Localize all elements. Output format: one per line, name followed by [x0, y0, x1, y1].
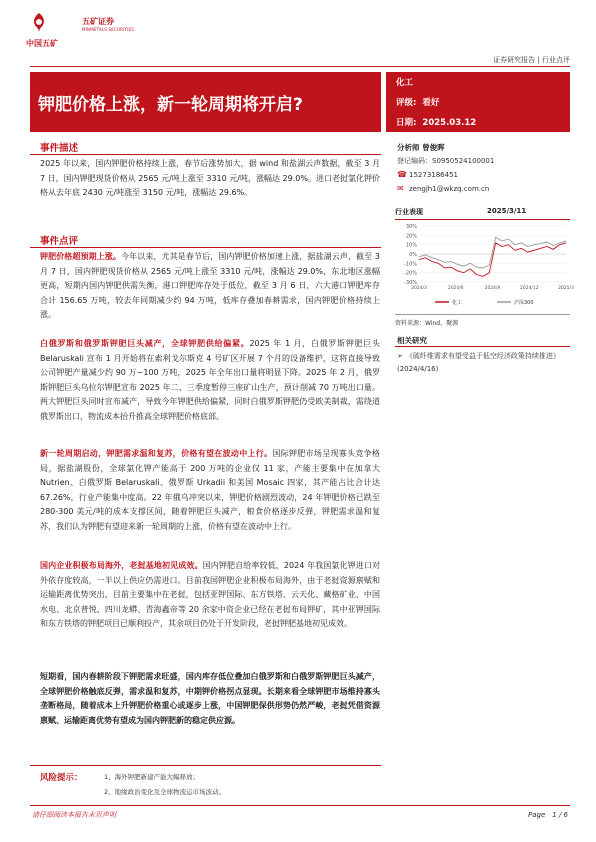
title-banner [30, 72, 381, 132]
analyst-phone: 15273186451 [409, 171, 458, 179]
y-tick-label: -20% [404, 270, 417, 277]
date-value: 2025.03.12 [422, 118, 477, 128]
risk-divider [30, 765, 381, 766]
rating-box [386, 72, 570, 132]
analyst-reg: 登记编码：S0950524100001 [397, 157, 495, 165]
rating-row [396, 96, 439, 108]
date-label: 日期: [396, 118, 417, 128]
y-tick-label: -30% [404, 280, 417, 286]
section-event-desc: 事件描述 [40, 143, 79, 154]
comment-body-2: 2025 年 1 月，白俄罗斯钾肥巨头 Belaruskali 宣布 1 月开始将在索利戈尔斯克 4 号矿区开展 7 个月的设备维护，这将直接导致公司钾肥产量减少约 90 万~100 万吨，2025 年全年出口量将明显下降。2025 年 2 月，俄罗斯钾肥巨头乌拉尔钾肥宣布 2025 年二、三季度暂停三座矿山生产，预计削减 70 万吨出口量。两大钾肥巨头同时宣布减产，导致今年钾肥供给偏紧，同时白俄罗斯钾肥仍受欧美制裁，需绕道俄罗斯出口，物流成本抬升推高全球钾肥价格底部。 [40, 339, 381, 421]
x-tick-label: 2024/12 [519, 286, 539, 291]
comment-body-3: 国际钾肥市场呈现寡头竞争格局，据盐湖股份，全球氯化钾产能高于 200 万吨的企业仅 11 家，产能主要集中在加拿大 Nutrien、白俄罗斯 Belaruskali、俄罗斯 Urkadii 和美国 Mosaic 四家，其产能占比合计达 67.26%，行业产能集中度高。22 年俄乌冲突以来，钾肥价格剧烈波动，24 年钾肥价格已跌至 280-300 美元/吨的成本支撑区间，随着钾肥巨头减产，粮食价格逐步反弹，钾肥需求温和复苏，我们认为钾肥有望迎来新一轮周期的上涨，价格有望在波动中上行。 [40, 449, 381, 531]
x-tick-label: 2024/3 [411, 286, 427, 291]
industry-performance-chart [395, 222, 574, 314]
chart-header [395, 207, 570, 219]
rating-value: 看好 [422, 98, 440, 108]
comment-paragraph-4 [40, 559, 380, 632]
related-item-text: 《硫纤维需求有望受益于低空经济政策持续推进》 (2024/4/16) [397, 352, 560, 373]
page-number: Page 1 / 6 [528, 811, 568, 819]
securities-logo-en: MINMETALS SECURITIES [82, 27, 134, 32]
comment-body-4: 国内钾肥自给率较低，2024 年我国氯化钾进口对外依存度较高，一半以上供应仍需进口。目前我国钾肥企业积极布局海外，由于老挝资源禀赋和运输距离优势突出，目前主要集中在老挝，包括亚钾国际、东方铁塔、云天化、藏格矿业、中国水电、北京普悦、四川龙蟒、青海鑫帝等 20 余家中资企业已经在老挝布局钾矿，其中亚钾国际和东方铁塔的钾肥项目已顺利投产，其余项目仍处于开发阶段，老挝钾肥基地初见成效。 [40, 561, 381, 629]
comment-lead-2: 白俄罗斯和俄罗斯钾肥巨头减产，全球钾肥供给偏紧。 [40, 339, 250, 348]
analyst-name: 分析师 曾俊晖 [397, 143, 445, 152]
header-divider [30, 66, 570, 67]
related-divider [395, 346, 570, 347]
y-tick-label: 0% [409, 252, 417, 258]
analyst-email[interactable]: zengjh1@wkzq.com.cn [409, 185, 490, 193]
related-heading: 相关研究 [397, 336, 427, 345]
bullet-arrow-icon: ➢ [397, 352, 403, 360]
analyst-email-row [397, 184, 489, 193]
footer-disclaimer: 请仔细阅读本报告末页声明 [32, 811, 116, 819]
legend-label-1: 沪深300 [514, 300, 534, 306]
comment-body-1: 今年以来，尤其是春节后，国内钾肥价格加速上涨，据盐湖云声，截至 3 月 7 日，国内钾肥现货价格从 2565 元/吨上涨至 3310 元/吨，涨幅达 29.0%，东北地区涨幅更高，短期内国内钾肥供需失衡，港口钾肥库存处于低位，截至 3 月 6 日，六大港口钾肥库存合计 156.65 万吨，较去年同期减少约 94 万吨，低库存叠加春耕需求，国内钾肥价格持续上涨。 [40, 252, 380, 320]
risk-heading: 风险提示： [40, 773, 83, 783]
risk-item-1: 1、海外钾肥新建产能大幅释放； [104, 773, 200, 781]
comment-paragraph-1 [40, 250, 380, 323]
logo-text: 中国五矿 [26, 39, 58, 48]
rating-label: 评级: [396, 98, 417, 108]
related-item[interactable] [397, 350, 569, 376]
comment-lead-3: 新一轮周期启动，钾肥需求温和复苏，价格有望在波动中上行。 [40, 449, 273, 458]
minmetals-logo-icon [30, 12, 48, 34]
y-tick-label: -10% [404, 261, 417, 268]
chart-title: 行业表现 [395, 208, 423, 216]
phone-icon: ☎ [397, 170, 407, 179]
chart-svg [395, 222, 574, 314]
footer-divider [30, 805, 570, 806]
sector-label: 化工 [396, 78, 414, 88]
analyst-phone-row [397, 170, 458, 179]
comment-lead-4: 国内企业积极布局海外，老挝基地初见成效。 [40, 561, 203, 570]
chart-source: 资料来源：Wind，聚源 [395, 320, 459, 327]
chart-divider [395, 219, 570, 220]
section-divider [30, 247, 381, 248]
legend-label-0: 化工 [452, 300, 463, 306]
chart-bottom-divider [395, 314, 570, 315]
securities-logo-cn: 五矿证券 [82, 17, 114, 26]
report-type-tag: 证券研究报告 | 行业点评 [493, 56, 570, 64]
summary-paragraph: 短期看，国内春耕阶段下钾肥需求旺盛，国内库存低位叠加白俄罗斯和白俄罗斯钾肥巨头减产，全球钾肥价格触底反弹，需求温和复苏，中期钾价格拐点显现。长期来看全球钾肥市场维持寡头垄断格局，随着成本上升钾肥价格重心或逐步上涨，中国钾肥保供形势仍然严峻，老挝凭借资源禀赋、运输距离优势有望成为国内钾肥新的稳定供应源。 [40, 672, 380, 725]
report-title: 钾肥价格上涨，新一轮周期将开启? [38, 95, 303, 115]
x-tick-label: 2024/9 [484, 286, 501, 291]
section-divider [30, 154, 381, 155]
y-tick-label: 10% [405, 242, 417, 249]
comment-paragraph-3 [40, 447, 380, 535]
email-icon: ✉ [397, 184, 404, 193]
securities-logo [82, 16, 134, 32]
y-tick-label: 20% [405, 233, 417, 240]
chart-date: 2025/3/11 [487, 207, 527, 215]
x-tick-label: 2024/6 [447, 286, 464, 291]
x-tick-label: 2025/3 [558, 286, 574, 291]
comment-paragraph-2 [40, 337, 380, 425]
comment-lead-1: 钾肥价格超预期上涨。 [40, 252, 122, 261]
event-desc-paragraph: 2025 年以来，国内钾肥价格持续上涨，春节后涨势加大，据 wind 和盐湖云声数据，截至 3 月 7 日，国内钾肥现货价格从 2565 元/吨上涨至 3310 元/吨，涨幅达 29.0%。进口老挝氯化钾价格从去年底 2430 元/吨涨至 3150 元/吨，涨幅达 29.6%。 [40, 159, 380, 198]
section-event-comment: 事件点评 [40, 236, 79, 247]
date-row [396, 116, 476, 128]
y-tick-label: 30% [405, 224, 417, 230]
risk-item-2: 2、地缘政治变化及全球物流运市场波动。 [104, 788, 226, 796]
series-line-0 [419, 243, 566, 277]
